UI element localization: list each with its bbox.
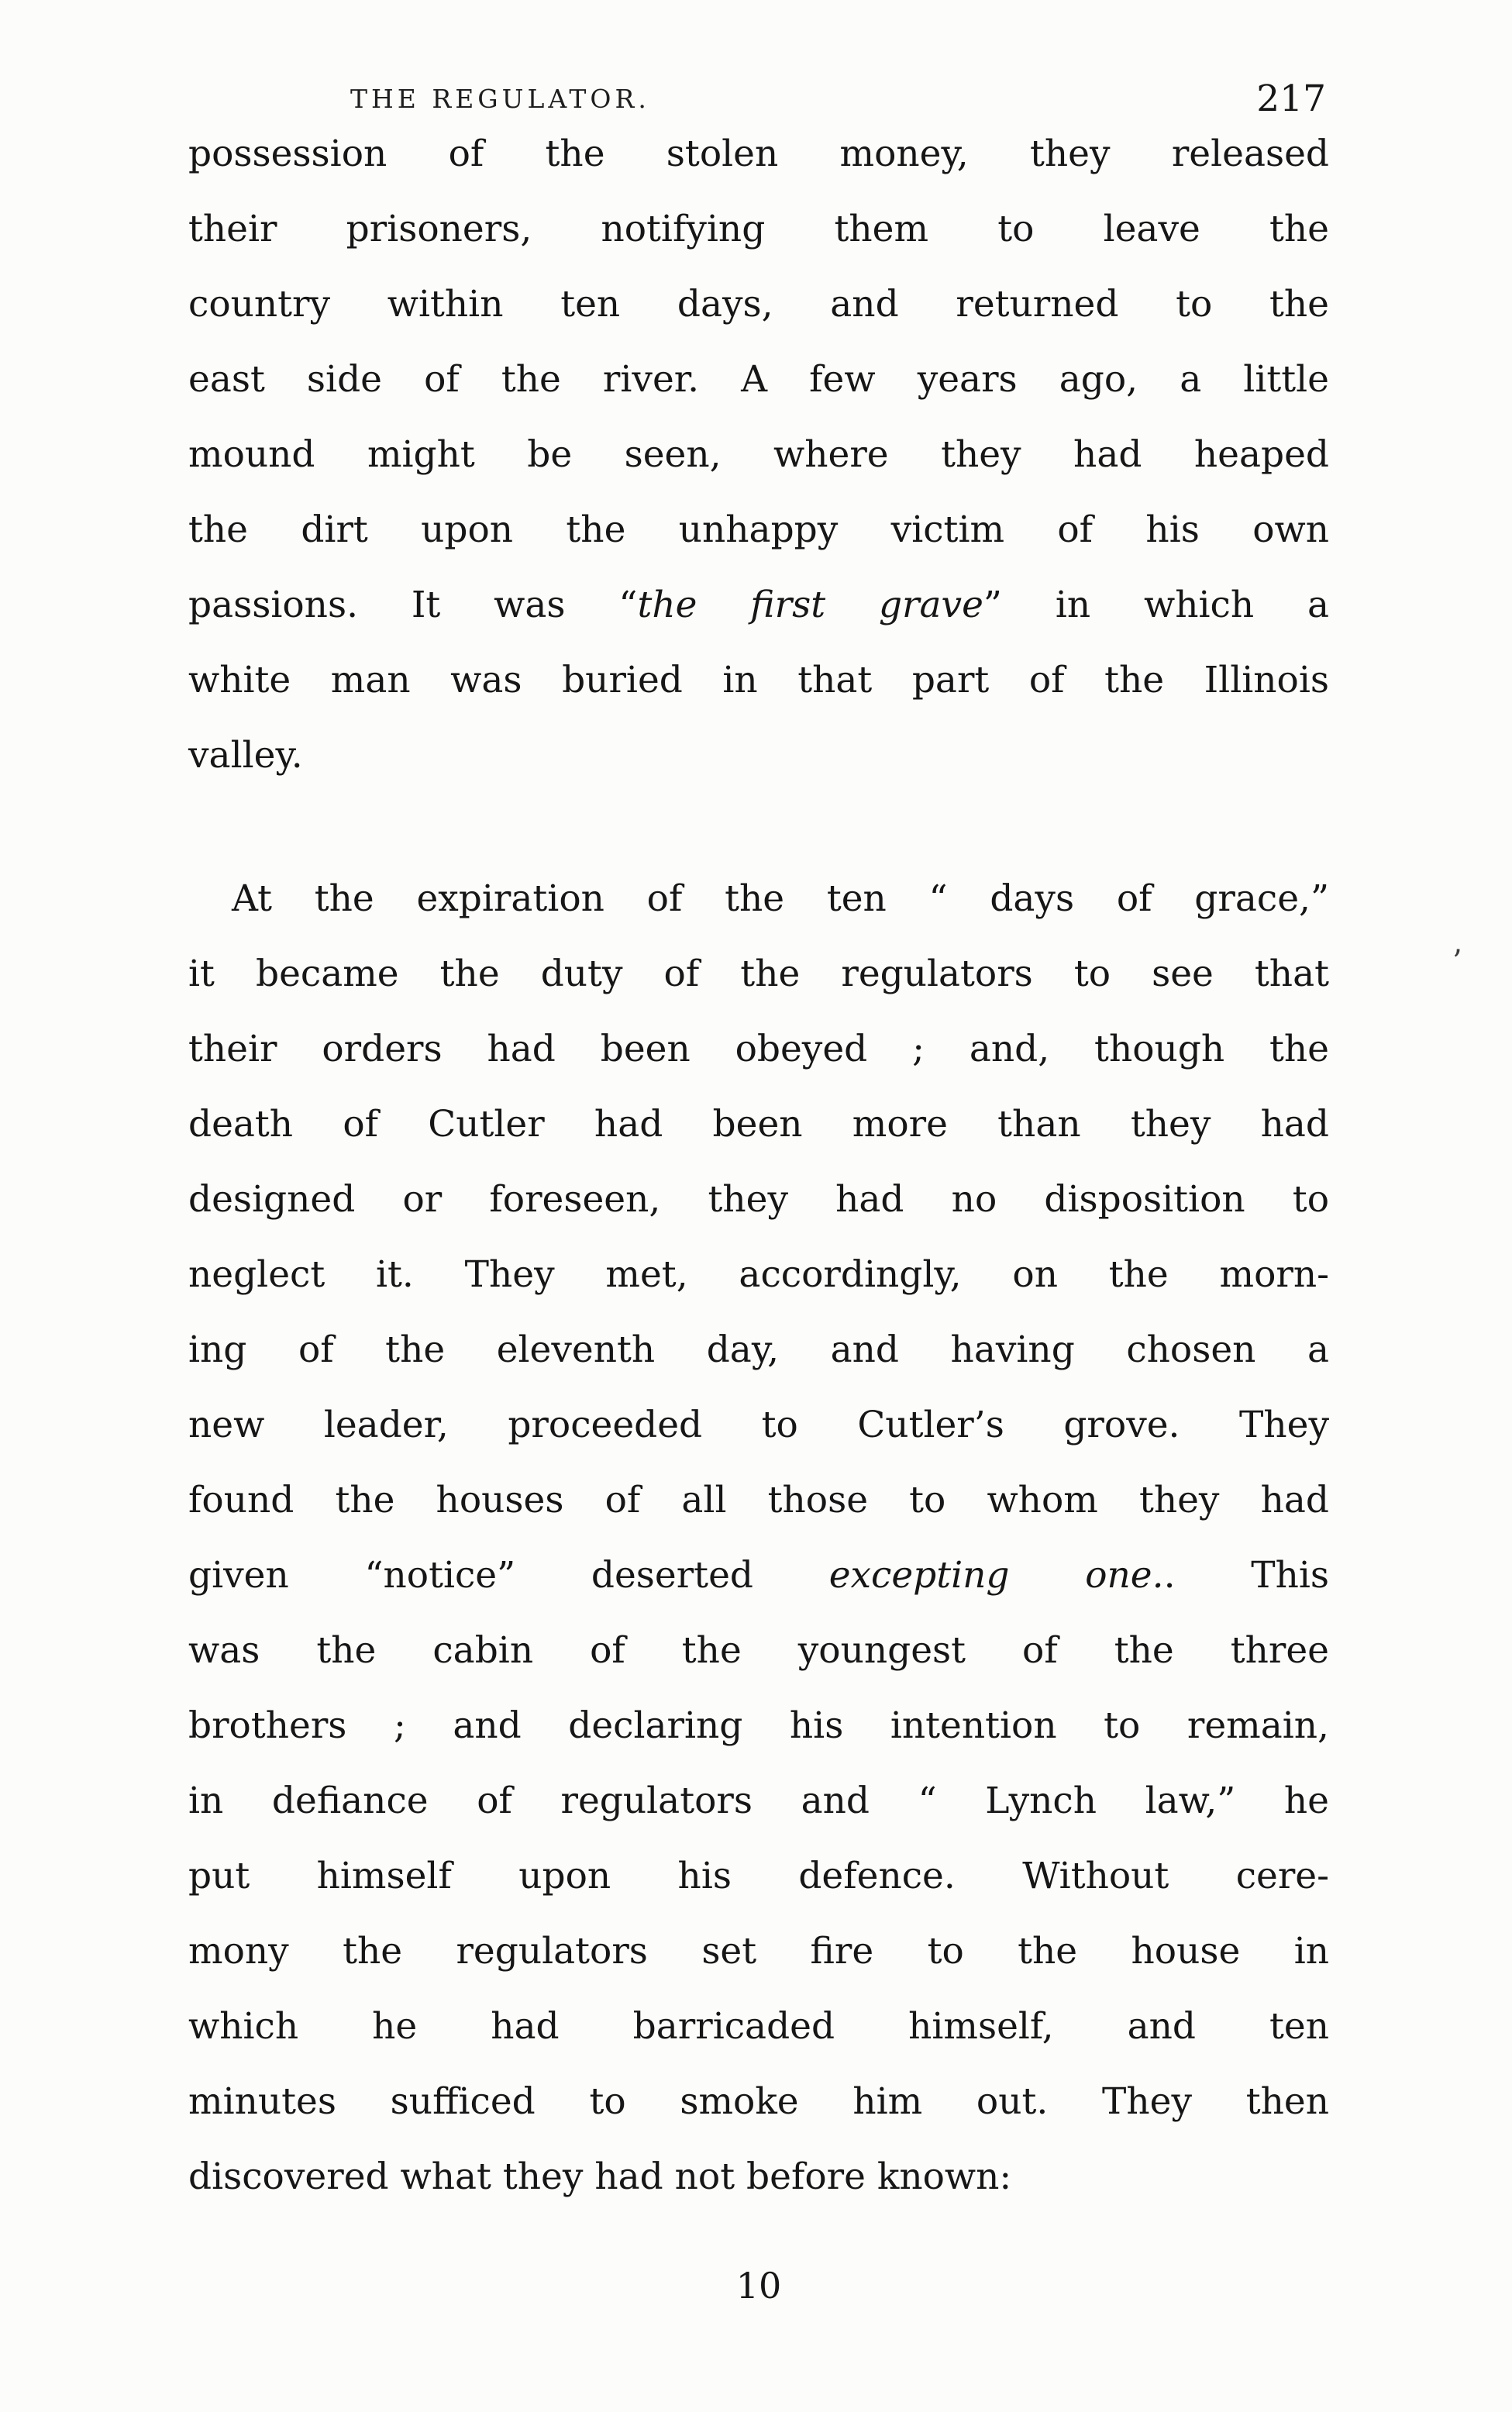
text-line: new leader, proceeded to Cutler’s grove. They <box>188 1404 1329 1446</box>
body-text <box>188 116 1329 2214</box>
footer-page-number: 10 <box>735 2265 782 2307</box>
page-number: 217 <box>1256 78 1326 120</box>
text-line: designed or foreseen, they had no disposition to <box>188 1178 1329 1221</box>
text-line: brothers ; and declaring his intention to remain, <box>188 1704 1329 1747</box>
text-line: found the houses of all those to whom they had <box>188 1479 1329 1521</box>
text-line: white man was buried in that part of the Illinois <box>188 659 1329 701</box>
text-line: mound might be seen, where they had heaped <box>188 433 1329 476</box>
text-line: east side of the river. A few years ago, a little <box>188 358 1329 401</box>
paragraph <box>188 861 1329 2214</box>
text-line: country within ten days, and returned to the <box>188 283 1329 326</box>
text-line: discovered what they had not before known: <box>188 2155 1012 2198</box>
text-line: it became the duty of the regulators to see that <box>188 953 1329 995</box>
text-line: mony the regulators set fire to the house in <box>188 1930 1329 1973</box>
text-line: minutes sufficed to smoke him out. They then <box>188 2080 1329 2123</box>
text-line: which he had barricaded himself, and ten <box>188 2005 1329 2048</box>
text-line: At the expiration of the ten “ days of grace,” <box>232 877 1329 920</box>
paragraph <box>188 116 1329 793</box>
text-line: given “notice” deserted excepting one.. This <box>188 1554 1329 1597</box>
text-line: death of Cutler had been more than they had <box>188 1103 1329 1146</box>
scan-artifact-mark: ’ <box>1452 944 1462 980</box>
text-line: their orders had been obeyed ; and, though the <box>188 1028 1329 1070</box>
text-line: neglect it. They met, accordingly, on the morn- <box>188 1253 1329 1296</box>
text-line: was the cabin of the youngest of the three <box>188 1629 1329 1672</box>
text-line: in defiance of regulators and “ Lynch law,” he <box>188 1780 1329 1822</box>
text-line: passions. It was “the first grave” in which a <box>188 584 1329 626</box>
text-line: possession of the stolen money, they released <box>188 133 1329 175</box>
text-line: ing of the eleventh day, and having chosen a <box>188 1328 1329 1371</box>
text-line: the dirt upon the unhappy victim of his own <box>188 508 1329 551</box>
running-title: THE REGULATOR. <box>350 84 650 114</box>
text-line: valley. <box>188 734 303 777</box>
text-line: their prisoners, notifying them to leave the <box>188 208 1329 250</box>
text-line: put himself upon his defence. Without cere- <box>188 1855 1329 1897</box>
